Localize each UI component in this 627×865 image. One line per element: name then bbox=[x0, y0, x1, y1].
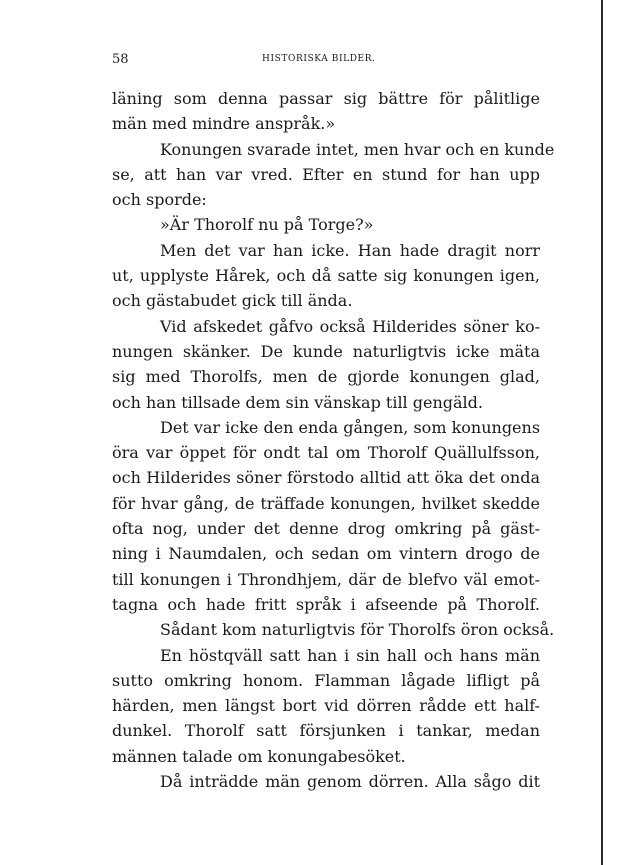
text-line: En höstqväll satt han i sin hall och hans män bbox=[160, 645, 540, 665]
body-text bbox=[112, 86, 555, 794]
text-line: Vid afskedet gåfvo också Hilderides söner ko- bbox=[160, 316, 540, 336]
text-line: öra var öppet för ondt tal om Thorolf Quällulfsson, bbox=[112, 443, 540, 463]
text-line: läning som denna passar sig bättre för pålitlige bbox=[112, 89, 540, 108]
text-line: Det var icke den enda gången, som konungens bbox=[160, 417, 541, 437]
text-line: ning i Naumdalen, och sedan om vintern drogo de bbox=[112, 544, 540, 564]
text-line: och Hilderides söner förstodo alltid att öka det onda bbox=[112, 468, 540, 488]
text-line: sutto omkring honom. Flamman lågade lifligt på bbox=[112, 670, 540, 690]
text-line: sig med Thorolfs, men de gjorde konungen glad, bbox=[112, 367, 540, 387]
page-binding-edge bbox=[601, 0, 603, 865]
text-line: Då inträdde män genom dörren. Alla sågo dit bbox=[160, 772, 540, 792]
text-line: »Är Thorolf nu på Torge?» bbox=[160, 215, 374, 235]
text-line: ut, upplyste Hårek, och då satte sig konungen igen, bbox=[112, 266, 540, 286]
running-head: HISTORISKA BILDER. bbox=[262, 54, 376, 64]
text-line: männen talade om konungabesöket. bbox=[112, 746, 406, 766]
text-line: Konungen svarade intet, men hvar och en kunde bbox=[160, 139, 555, 159]
text-line: för hvar gång, de träffade konungen, hvilket skedde bbox=[112, 493, 540, 513]
text-line: och sporde: bbox=[112, 190, 207, 210]
text-line: och gästabudet gick till ända. bbox=[112, 291, 353, 311]
page-header bbox=[112, 52, 540, 72]
text-line: Sådant kom naturligtvis för Thorolfs öron också. bbox=[160, 620, 555, 640]
page-number: 58 bbox=[112, 52, 129, 67]
text-line: och han tillsade dem sin vänskap till gengäld. bbox=[112, 392, 483, 412]
text-line: nungen skänker. De kunde naturligtvis icke mäta bbox=[112, 341, 540, 361]
text-line: Men det var han icke. Han hade dragit norr bbox=[160, 240, 540, 260]
text-line: dunkel. Thorolf satt försjunken i tankar, medan bbox=[112, 721, 540, 741]
text-line: män med mindre anspråk.» bbox=[112, 114, 336, 134]
text-line: härden, men längst bort vid dörren rådde ett half- bbox=[112, 696, 540, 716]
text-line: tagna och hade fritt språk i afseende på Thorolf. bbox=[112, 594, 540, 614]
text-line: se, att han var vred. Efter en stund for han upp bbox=[112, 164, 540, 184]
text-line: ofta nog, under det denne drog omkring på gäst- bbox=[112, 519, 540, 539]
text-line: till konungen i Throndhjem, där de blefvo väl emot- bbox=[112, 569, 540, 589]
